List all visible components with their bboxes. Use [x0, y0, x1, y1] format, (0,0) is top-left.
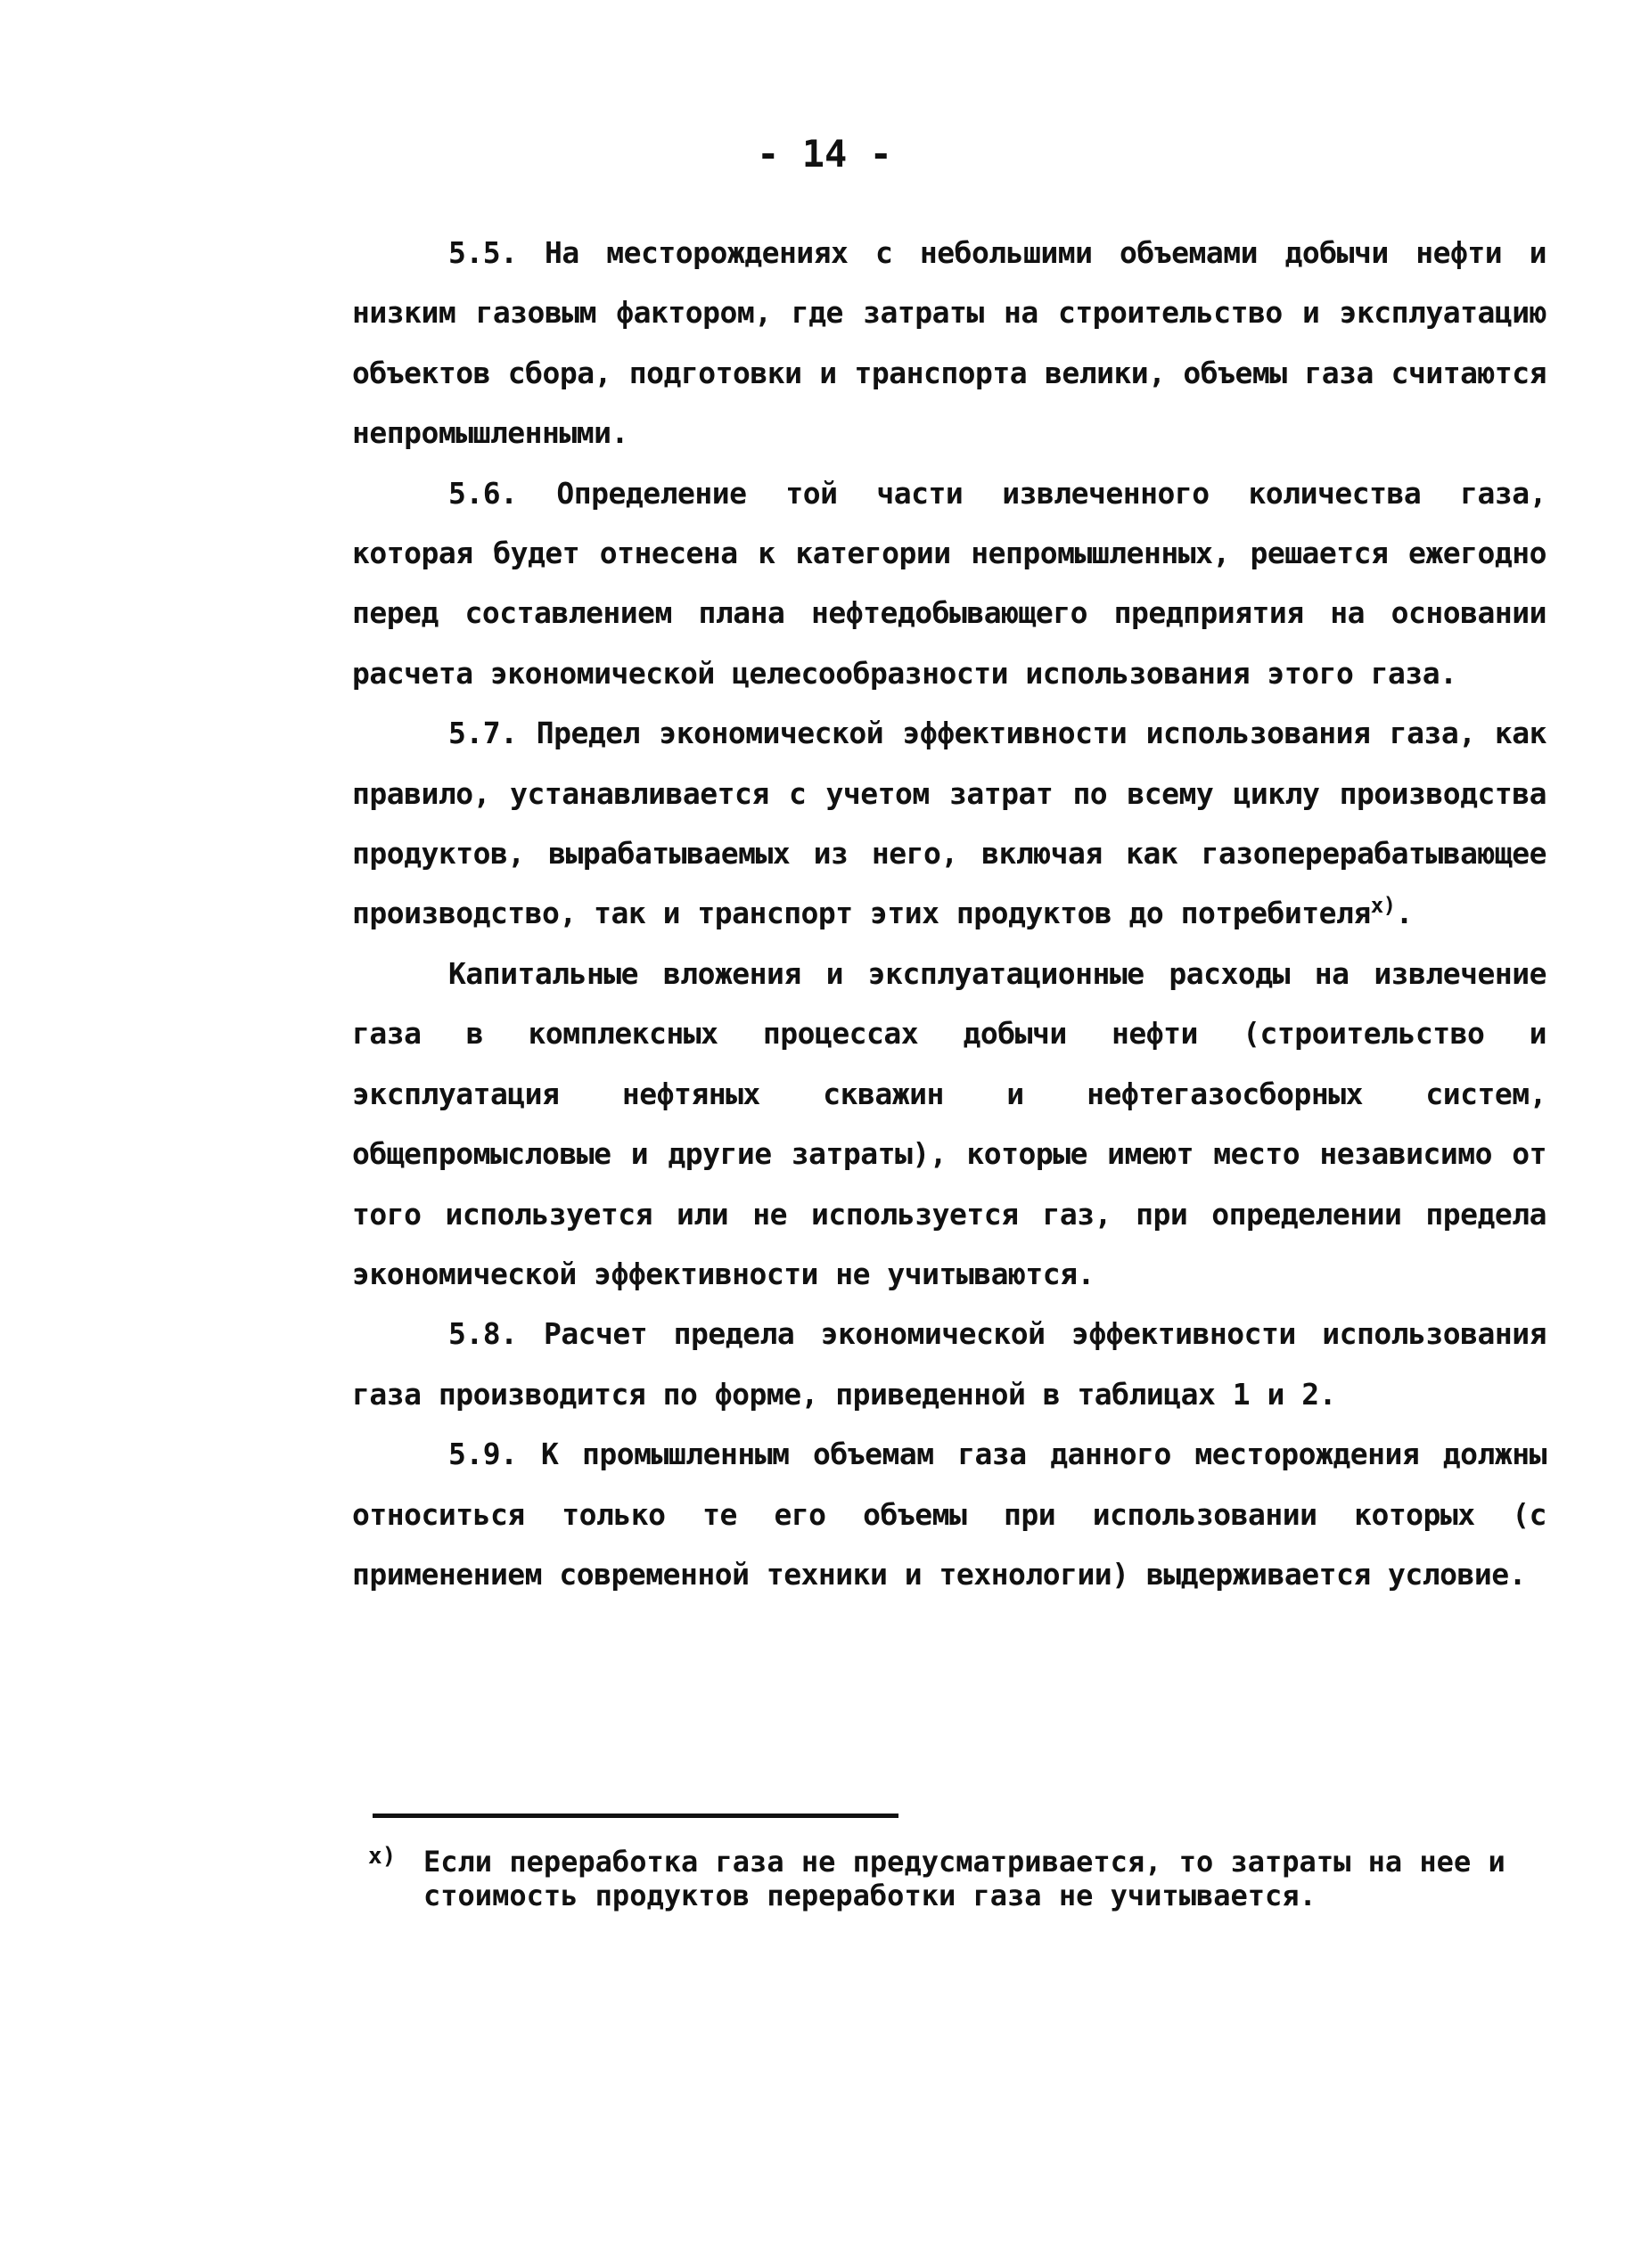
- paragraph-5-6: 5.6. Определение той части извлеченного количества газа, которая будет отнесена к категории непромышленных, решается ежегодно перед составлением плана нефтедобывающего предприятия на основании расчета экономической целесообразности использования этого газа.: [352, 475, 1546, 691]
- footnote-divider: [373, 1814, 898, 1818]
- paragraph-5-9: 5.9. К промышленным объемам газа данного месторождения должны относиться только те его объемы при использовании которых (с применением современной техники и технологии) выдерживается условие.: [352, 1437, 1546, 1592]
- footnote-text: Если переработка газа не предусматривается, то затраты на нее и стоимость продуктов переработки газа не учитывается.: [423, 1845, 1505, 1912]
- footnote-marker: х): [368, 1843, 397, 1870]
- page-number: - 14 -: [757, 132, 892, 176]
- paragraph-5-8: 5.8. Расчет предела экономической эффективности использования газа производится по форме, приведенной в таблицах 1 и 2.: [352, 1316, 1546, 1412]
- document-body: [352, 223, 1546, 1604]
- footnote: [368, 1845, 1545, 1912]
- paragraph-5-7-tail: .: [1395, 896, 1413, 931]
- paragraph-5-7-text: 5.7. Предел экономической эффективности использования газа, как правило, устанавливается с учетом затрат по всему циклу производства продуктов, вырабатываемых из него, включая как газоперерабатывающее производство, так и транспорт этих продуктов до потребителя: [352, 716, 1546, 931]
- paragraph-5-7: [352, 703, 1546, 944]
- paragraph-capital-costs: Капитальные вложения и эксплуатационные расходы на извлечение газа в комплексных процессах добычи нефти (строительство и эксплуатация нефтяных скважин и нефтегазосборных систем, общепромысловые и другие затраты), которые имеют место независимо от того используется или не используется газ, при определении предела экономической эффективности не учитываются.: [352, 955, 1546, 1291]
- paragraph-5-5: 5.5. На месторождениях с небольшими объемами добычи нефти и низким газовым фактором, где затраты на строительство и эксплуатацию объектов сбора, подготовки и транспорта велики, объемы газа считаются непромышленными.: [352, 235, 1546, 451]
- footnote-reference: х): [1370, 893, 1396, 919]
